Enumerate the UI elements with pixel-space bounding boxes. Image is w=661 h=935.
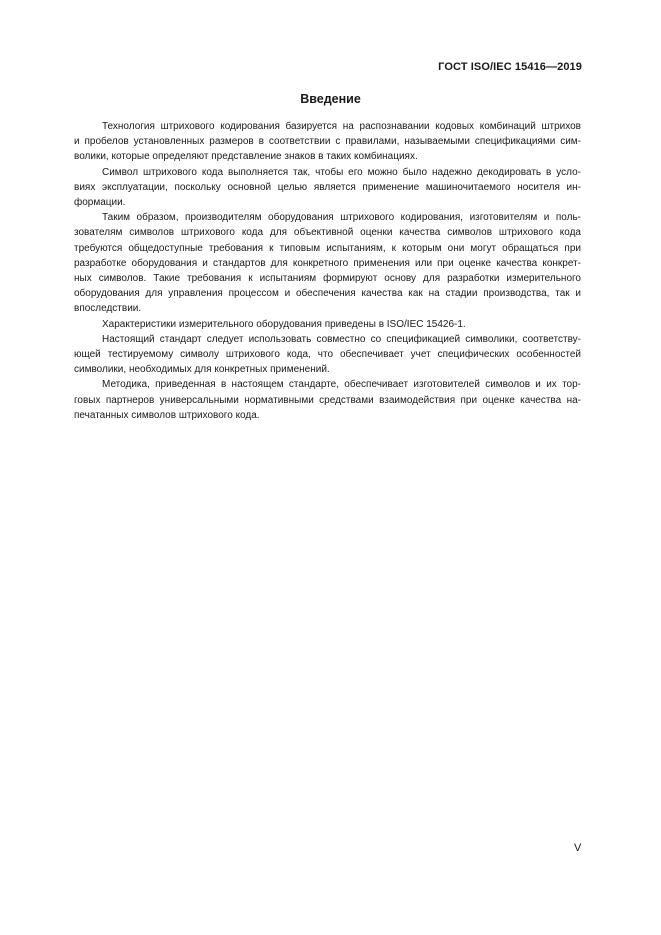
text-line: волики, которые определяют представление знаков в таких комбинациях. [74,151,418,163]
text-line: оборудования для управления процессом и обеспечения качества как на стадии производства, так и [74,288,581,300]
text-line: разработке оборудования и стандартов для конкретного применения или при оценке качества конкрет- [74,257,581,269]
text-line: Таким образом, производителям оборудования штрихового кодирования, изготовителям и поль- [102,212,581,224]
text-line: печатанных символов штрихового кода. [74,409,260,421]
paragraph-equipment-characteristics [74,317,581,332]
text-line: зователям символов штрихового кода для объективной оценки качества символов штрихового кода [74,227,581,239]
document-code-header: ГОСТ ISO/IEC 15416—2019 [438,61,582,73]
paragraph-standard-usage [74,332,581,378]
body-text [74,119,581,423]
text-line: Технология штрихового кодирования базируется на распознавании кодовых комбинаций штрихов [102,121,581,132]
paragraph-symbol-decoding [74,165,581,211]
text-line: виях эксплуатации, поскольку основной целью является применение машиночитаемого носителя ин- [74,181,581,193]
page-number: V [574,842,582,854]
text-line: требуются общедоступные требования к типовым испытаниям, к которым они могут обращаться при [74,242,581,254]
text-line: Символ штрихового кода выполняется так, чтобы его можно было надежно декодировать в усло- [102,166,581,178]
paragraph-test-requirements [74,210,581,316]
text-line: формации. [74,197,126,209]
text-line: говых партнеров универсальными нормативными средствами взаимодействия при оценке качества на- [74,394,581,406]
paragraph-intro-technology [74,119,581,165]
text-line: впоследствии. [74,303,142,315]
text-line: и пробелов установленных размеров в соответствии с правилами, называемыми спецификациями сим- [74,136,581,148]
text-line: ных символов. Такие требования к испытаниям формируют основу для разработки измерительного [74,273,581,285]
text-line: ющей тестируемому символу штрихового кода, что обеспечивает учет специфических особенностей [74,349,581,361]
text-line: Методика, приведенная в настоящем стандарте, обеспечивает изготовителей символов и их тор- [102,379,581,391]
paragraph-methodology [74,377,581,423]
text-line: символики, необходимых для конкретных применений. [74,364,330,376]
page-title: Введение [300,92,361,106]
text-line: Настоящий стандарт следует использовать совместно со спецификацией символики, соответству- [102,333,581,345]
text-line: Характеристики измерительного оборудования приведены в ISO/IEC 15426-1. [102,318,466,330]
